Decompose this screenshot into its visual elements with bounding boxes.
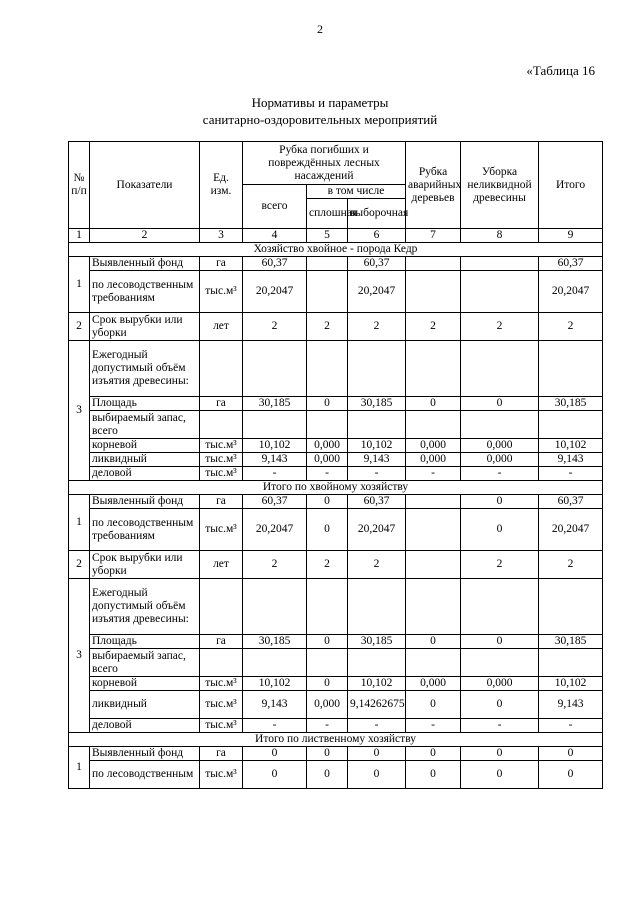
indicator-cell: Срок вырубки или уборки	[90, 313, 200, 341]
value-cell: -	[243, 719, 307, 733]
header-itogo: Итого	[539, 142, 603, 229]
section-row	[69, 243, 603, 257]
value-cell	[406, 257, 461, 271]
table-row	[69, 439, 603, 453]
title-line-2: санитарно-оздоровительных мероприятий	[202, 112, 438, 127]
unit-cell	[200, 341, 243, 397]
value-cell: 9,143	[348, 453, 406, 467]
value-cell: -	[348, 719, 406, 733]
value-cell: 2	[461, 313, 539, 341]
table-row	[69, 747, 603, 761]
value-cell: 30,185	[348, 397, 406, 411]
col-number: 5	[307, 229, 348, 243]
indicator-cell: Срок вырубки или уборки	[90, 551, 200, 579]
value-cell	[461, 649, 539, 677]
value-cell: 0	[307, 635, 348, 649]
value-cell	[406, 551, 461, 579]
unit-cell: тыс.м³	[200, 271, 243, 313]
column-number-row	[69, 229, 603, 243]
table-row	[69, 453, 603, 467]
col-number: 3	[200, 229, 243, 243]
value-cell: 0	[461, 509, 539, 551]
value-cell: 0	[243, 761, 307, 789]
value-cell	[406, 271, 461, 313]
value-cell	[307, 271, 348, 313]
indicator-cell: по лесоводственным требованиям	[90, 271, 200, 313]
col-number: 2	[90, 229, 200, 243]
indicator-cell: корневой	[90, 439, 200, 453]
value-cell: -	[307, 467, 348, 481]
value-cell: 0,000	[406, 453, 461, 467]
value-cell: 0	[307, 495, 348, 509]
value-cell	[348, 649, 406, 677]
header-emergency: Рубка аварийных деревьев	[406, 142, 461, 229]
table-row	[69, 761, 603, 789]
unit-cell: тыс.м³	[200, 761, 243, 789]
row-number: 2	[69, 313, 90, 341]
col-number: 8	[461, 229, 539, 243]
value-cell	[348, 341, 406, 397]
table-label: «Таблица 16	[526, 63, 595, 78]
value-cell: -	[539, 719, 603, 733]
value-cell: 2	[348, 551, 406, 579]
value-cell: 10,102	[348, 439, 406, 453]
indicator-cell: ликвидный	[90, 691, 200, 719]
value-cell: 0	[406, 691, 461, 719]
unit-cell: тыс.м³	[200, 509, 243, 551]
header-indicator: Показатели	[90, 142, 200, 229]
value-cell: -	[243, 467, 307, 481]
col-number: 9	[539, 229, 603, 243]
value-cell	[243, 649, 307, 677]
unit-cell	[200, 579, 243, 635]
value-cell: 0	[406, 635, 461, 649]
table-row	[69, 397, 603, 411]
value-cell	[406, 411, 461, 439]
value-cell: 0,000	[307, 691, 348, 719]
value-cell	[461, 257, 539, 271]
indicator-cell: деловой	[90, 467, 200, 481]
value-cell: 20,2047	[348, 509, 406, 551]
unit-cell	[200, 411, 243, 439]
value-cell: 0	[307, 509, 348, 551]
value-cell: 10,102	[243, 677, 307, 691]
value-cell: 9,143	[539, 453, 603, 467]
value-cell	[539, 341, 603, 397]
indicator-cell: Площадь	[90, 397, 200, 411]
value-cell: 9,143	[539, 691, 603, 719]
value-cell: 0	[307, 397, 348, 411]
section-title: Хозяйство хвойное - порода Кедр	[69, 243, 603, 257]
value-cell	[406, 495, 461, 509]
value-cell: -	[461, 467, 539, 481]
table-row	[69, 271, 603, 313]
table-row	[69, 341, 603, 397]
value-cell: 10,102	[539, 677, 603, 691]
unit-cell: тыс.м³	[200, 453, 243, 467]
value-cell: -	[539, 467, 603, 481]
value-cell: 2	[307, 313, 348, 341]
value-cell	[307, 341, 348, 397]
indicator-cell: выбираемый запас, всего	[90, 649, 200, 677]
indicator-cell: деловой	[90, 719, 200, 733]
table-row	[69, 467, 603, 481]
value-cell	[243, 341, 307, 397]
table-row	[69, 691, 603, 719]
value-cell	[243, 579, 307, 635]
indicator-cell: по лесоводственным требованиям	[90, 509, 200, 551]
value-cell: -	[406, 467, 461, 481]
value-cell: 0,000	[461, 677, 539, 691]
value-cell: 0	[461, 495, 539, 509]
value-cell: 0	[406, 761, 461, 789]
unit-cell: лет	[200, 313, 243, 341]
header-num: № п/п	[69, 142, 90, 229]
unit-cell: га	[200, 635, 243, 649]
table-row	[69, 677, 603, 691]
unit-cell: га	[200, 257, 243, 271]
value-cell: -	[461, 719, 539, 733]
value-cell	[406, 649, 461, 677]
value-cell: 2	[243, 313, 307, 341]
value-cell	[307, 411, 348, 439]
unit-cell: га	[200, 747, 243, 761]
row-number: 1	[69, 747, 90, 789]
value-cell: 0	[307, 761, 348, 789]
value-cell	[307, 579, 348, 635]
value-cell: 60,37	[539, 495, 603, 509]
unit-cell: тыс.м³	[200, 467, 243, 481]
value-cell: 30,185	[243, 397, 307, 411]
value-cell: 0	[539, 747, 603, 761]
table-row	[69, 313, 603, 341]
value-cell: 20,2047	[539, 271, 603, 313]
page-number: 2	[317, 22, 323, 36]
indicator-cell: по лесоводственным	[90, 761, 200, 789]
col-number: 4	[243, 229, 307, 243]
value-cell: 60,37	[243, 257, 307, 271]
value-cell: 2	[307, 551, 348, 579]
value-cell	[461, 411, 539, 439]
value-cell: 10,102	[243, 439, 307, 453]
value-cell: 0	[348, 761, 406, 789]
value-cell: 20,2047	[539, 509, 603, 551]
value-cell: 60,37	[348, 495, 406, 509]
section-title: Итого по лиственному хозяйству	[69, 733, 603, 747]
value-cell: 2	[539, 313, 603, 341]
row-number: 1	[69, 495, 90, 551]
value-cell: 0	[406, 397, 461, 411]
section-row	[69, 481, 603, 495]
value-cell: 10,102	[348, 677, 406, 691]
value-cell	[539, 649, 603, 677]
value-cell: 60,37	[539, 257, 603, 271]
value-cell: 60,37	[243, 495, 307, 509]
col-number: 1	[69, 229, 90, 243]
value-cell: 60,37	[348, 257, 406, 271]
value-cell: 2	[406, 313, 461, 341]
value-cell: 9,143	[243, 691, 307, 719]
col-number: 7	[406, 229, 461, 243]
value-cell	[243, 411, 307, 439]
value-cell	[461, 271, 539, 313]
indicator-cell: выбираемый запас, всего	[90, 411, 200, 439]
table-row	[69, 649, 603, 677]
table-row	[69, 551, 603, 579]
value-cell: 30,185	[348, 635, 406, 649]
unit-cell: га	[200, 495, 243, 509]
value-cell: 0,000	[461, 453, 539, 467]
value-cell: 2	[348, 313, 406, 341]
value-cell	[406, 509, 461, 551]
value-cell: 0	[461, 761, 539, 789]
value-cell: -	[348, 467, 406, 481]
value-cell: 2	[461, 551, 539, 579]
value-cell	[307, 649, 348, 677]
row-number: 1	[69, 257, 90, 313]
unit-cell: тыс.м³	[200, 677, 243, 691]
norms-table	[68, 141, 603, 789]
value-cell: 0,000	[307, 439, 348, 453]
header-clear: сплошная	[307, 199, 348, 229]
value-cell	[406, 579, 461, 635]
col-number: 6	[348, 229, 406, 243]
value-cell: 0	[307, 677, 348, 691]
value-cell	[539, 411, 603, 439]
value-cell: 0	[307, 747, 348, 761]
unit-cell: тыс.м³	[200, 691, 243, 719]
indicator-cell: Площадь	[90, 635, 200, 649]
value-cell: 0	[406, 747, 461, 761]
value-cell: 20,2047	[243, 509, 307, 551]
value-cell: 30,185	[539, 635, 603, 649]
indicator-cell: ликвидный	[90, 453, 200, 467]
unit-cell: га	[200, 397, 243, 411]
indicator-cell: Ежегодный допустимый объём изъятия древесины:	[90, 579, 200, 635]
table-row	[69, 635, 603, 649]
table-row	[69, 411, 603, 439]
header-cleaning: Уборка неликвидной древесины	[461, 142, 539, 229]
value-cell: 0,000	[307, 453, 348, 467]
value-cell: 20,2047	[243, 271, 307, 313]
row-number: 2	[69, 551, 90, 579]
value-cell: 0	[461, 747, 539, 761]
value-cell: 9,143	[243, 453, 307, 467]
header-unit: Ед. изм.	[200, 142, 243, 229]
table-row	[69, 257, 603, 271]
value-cell: 0	[243, 747, 307, 761]
indicator-cell: Выявленный фонд	[90, 747, 200, 761]
value-cell: 2	[539, 551, 603, 579]
value-cell: 20,2047	[348, 271, 406, 313]
section-title: Итого по хвойному хозяйству	[69, 481, 603, 495]
value-cell: 2	[243, 551, 307, 579]
value-cell: 0,000	[406, 439, 461, 453]
value-cell	[539, 579, 603, 635]
indicator-cell: Выявленный фонд	[90, 257, 200, 271]
unit-cell: лет	[200, 551, 243, 579]
value-cell: -	[307, 719, 348, 733]
indicator-cell: корневой	[90, 677, 200, 691]
header-selective: выборочная	[348, 199, 406, 229]
indicator-cell: Ежегодный допустимый объём изъятия древесины:	[90, 341, 200, 397]
value-cell: 0	[461, 635, 539, 649]
value-cell	[461, 579, 539, 635]
value-cell: 10,102	[539, 439, 603, 453]
header-incl: в том числе	[307, 185, 406, 199]
value-cell: 0,000	[406, 677, 461, 691]
table-row	[69, 495, 603, 509]
value-cell	[406, 341, 461, 397]
value-cell: 30,185	[539, 397, 603, 411]
value-cell	[348, 579, 406, 635]
value-cell: 0	[461, 691, 539, 719]
header-total: всего	[243, 185, 307, 229]
value-cell: 0	[461, 397, 539, 411]
table-row	[69, 509, 603, 551]
indicator-cell: Выявленный фонд	[90, 495, 200, 509]
header-felling-group: Рубка погибших и повреждённых лесных насаждений	[243, 142, 406, 185]
value-cell	[461, 341, 539, 397]
table-row	[69, 579, 603, 635]
value-cell: 0	[348, 747, 406, 761]
table-title	[0, 94, 640, 128]
value-cell	[348, 411, 406, 439]
value-cell: -	[406, 719, 461, 733]
value-cell: 0	[539, 761, 603, 789]
value-cell: 30,185	[243, 635, 307, 649]
unit-cell	[200, 649, 243, 677]
row-number: 3	[69, 341, 90, 481]
row-number: 3	[69, 579, 90, 733]
title-line-1: Нормативы и параметры	[251, 95, 389, 110]
value-cell	[307, 257, 348, 271]
unit-cell: тыс.м³	[200, 719, 243, 733]
value-cell: 9,14262675	[348, 691, 406, 719]
value-cell: 0,000	[461, 439, 539, 453]
section-row	[69, 733, 603, 747]
table-row	[69, 719, 603, 733]
unit-cell: тыс.м³	[200, 439, 243, 453]
